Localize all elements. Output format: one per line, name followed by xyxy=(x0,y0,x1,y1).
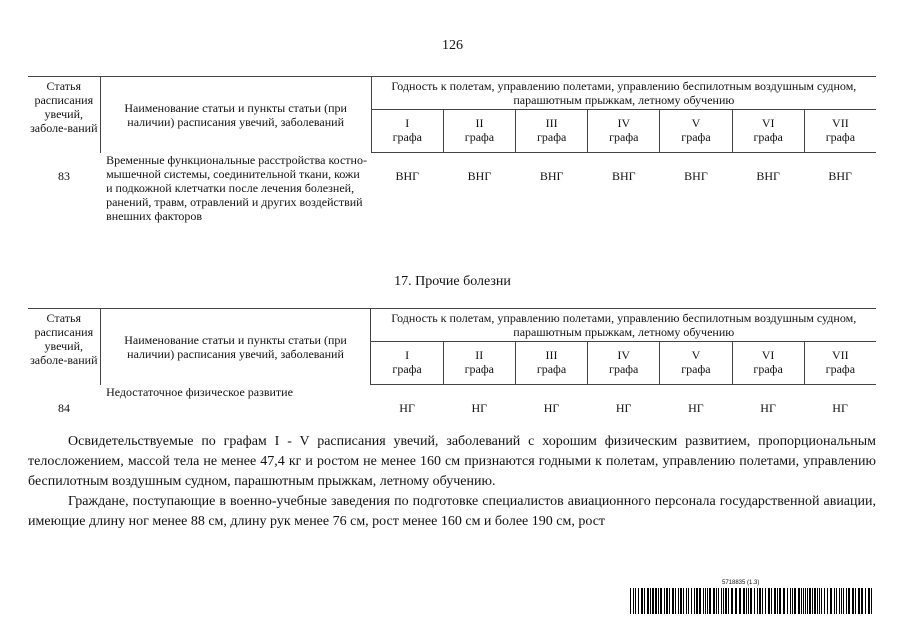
table-row xyxy=(28,385,876,416)
header-fitness: Годность к полетам, управлению полетами, управлению беспилотным воздушным судном, парашютным прыжкам, летному обучению xyxy=(371,309,876,342)
paragraph-2: Граждане, поступающие в военно-учебные заведения по подготовке специалистов авиационного персонала государственной авиации, имеющие длину ног менее 88 см, длину рук менее 76 см, рост менее 160 см и более 190 см, рост xyxy=(28,494,876,529)
header-col-1: I графа xyxy=(371,342,443,385)
schedule-table-1 xyxy=(28,76,876,223)
row-value: ВНГ xyxy=(684,169,708,183)
header-name: Наименование статьи и пункты статьи (при наличии) расписания увечий, заболеваний xyxy=(100,309,371,385)
page-number: 126 xyxy=(442,38,463,53)
header-col-5: V графа xyxy=(660,342,732,385)
row-value: НГ xyxy=(615,401,632,415)
header-col-5: V графа xyxy=(660,110,732,153)
header-col-7: VII графа xyxy=(804,110,876,153)
row-value: НГ xyxy=(471,401,488,415)
row-value: НГ xyxy=(760,401,776,415)
row-value: ВНГ xyxy=(828,169,852,183)
paragraph-1: Освидетельствуемые по графам I - V расписания увечий, заболеваний с хорошим физическим развитием, пропорциональным телосложением, массой тела не менее 47,4 кг и ростом не менее 160 см признаются годными к полетам, управлению полетами, управлению беспилотным воздушным судном, парашютным прыжкам, летному обучению. xyxy=(28,434,876,489)
header-col-3: III графа xyxy=(515,342,587,385)
barcode-image xyxy=(630,588,876,614)
row-number: 84 xyxy=(58,400,71,415)
row-value: НГ xyxy=(688,401,704,415)
header-col-2: II графа xyxy=(443,110,515,153)
row-value: НГ xyxy=(543,401,560,415)
row-value: НГ xyxy=(399,401,415,415)
barcode xyxy=(630,580,876,616)
header-article: Статья расписания увечий, заболе-ваний xyxy=(28,309,100,385)
header-col-7: VII графа xyxy=(804,342,876,385)
row-value: ВНГ xyxy=(395,169,420,183)
header-col-4: IV графа xyxy=(588,110,660,153)
header-col-3: III графа xyxy=(516,110,588,153)
row-value: ВНГ xyxy=(756,169,780,183)
row-number: 83 xyxy=(58,168,71,183)
barcode-label: 5718835 (1.3) xyxy=(722,580,760,586)
row-value: ВНГ xyxy=(467,169,492,183)
header-article: Статья расписания увечий, заболе-ваний xyxy=(28,77,100,153)
header-col-6: VI графа xyxy=(732,110,804,153)
header-col-4: IV графа xyxy=(588,342,660,385)
header-col-2: II графа xyxy=(443,342,515,385)
row-name: Недостаточное физическое развитие xyxy=(106,384,293,399)
section-title: 17. Прочие болезни xyxy=(394,274,511,289)
header-col-6: VI графа xyxy=(732,342,804,385)
row-value: ВНГ xyxy=(539,169,564,183)
table-row xyxy=(28,153,876,223)
header-name: Наименование статьи и пункты статьи (при наличии) расписания увечий, заболеваний xyxy=(100,77,371,153)
header-fitness: Годность к полетам, управлению полетами, управлению беспилотным воздушным судном, парашютным прыжкам, летному обучению xyxy=(371,77,876,110)
row-name: Временные функциональные расстройства костно-мышечной системы, соединительной ткани, кожи и подкожной клетчатки после лечения болезней, ранений, травм, отравлений и других воздействий внешних факторов xyxy=(106,152,367,223)
row-value: ВНГ xyxy=(612,169,636,183)
schedule-table-2 xyxy=(28,308,876,415)
header-col-1: I графа xyxy=(371,110,443,153)
row-value: НГ xyxy=(832,401,848,415)
